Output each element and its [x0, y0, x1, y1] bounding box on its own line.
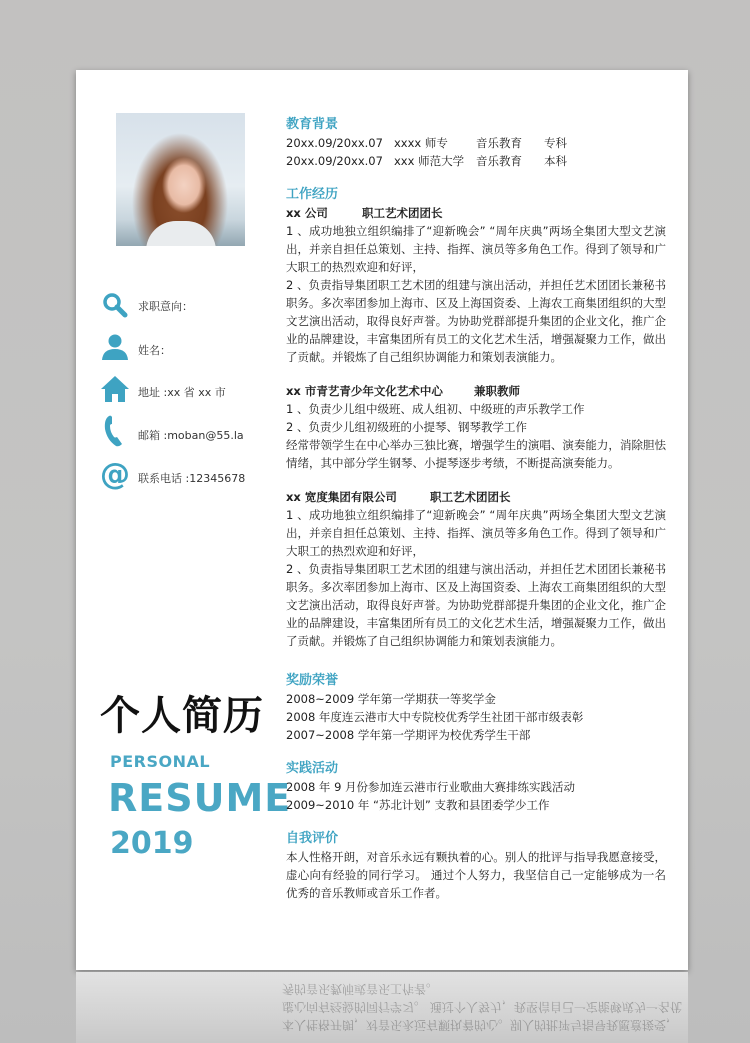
edu-degree: 专科 — [544, 136, 567, 150]
section-title: 奖励荣誉 — [286, 673, 339, 688]
job-paragraph: 2 、负责少儿组初级班的小提琴、钢琴教学工作 — [286, 420, 527, 434]
contact-label: 求职意向： — [138, 300, 193, 313]
section-title: 教育背景 — [286, 117, 339, 132]
section-title: 自我评价 — [286, 831, 339, 846]
job-entry — [286, 382, 666, 472]
practice-section — [286, 760, 666, 814]
job-position: 职工艺术团团长 — [362, 206, 443, 220]
main-content — [286, 116, 666, 902]
job-paragraph: 1 、负责少儿组中级班、成人组初、中级班的声乐教学工作 — [286, 402, 585, 416]
job-paragraph: 1 、成功地独立组织编排了“迎新晚会” “周年庆典”两场全集团大型文艺演出，并亲自担任总策划、主持、指挥、演员等多角色工作。得到了领导和广大职工的热烈欢迎和好评， — [286, 224, 666, 274]
practice-item: 2008 年 9 月份参加连云港市行业歌曲大赛排练实践活动 — [286, 780, 576, 794]
edu-period: 20xx.09/20xx.07 — [286, 154, 383, 168]
education-row — [286, 152, 666, 170]
job-position: 兼职教师 — [474, 384, 520, 398]
contact-label: 地址 :xx 省 xx 市 — [138, 386, 226, 399]
job-company: xx 公司 — [286, 206, 328, 220]
job-position: 职工艺术团团长 — [430, 490, 511, 504]
awards-section — [286, 672, 666, 744]
job-paragraph: 2 、负责指导集团职工艺术团的组建与演出活动，并担任艺术团团长兼秘书职务。多次率团参加上海市、区及上海国资委、上海农工商集团组织的大型文艺演出活动，取得良好声誉。为协助党群部提升集团的企业文化，推广企业的品牌建设，丰富集团所有员工的文化艺术生活，增强凝聚力工作，做出了贡献。并锻炼了自己组织协调能力和策划表演能力。 — [286, 562, 666, 648]
section-title: 实践活动 — [286, 761, 339, 776]
job-header — [286, 204, 666, 222]
at-icon: @ — [100, 457, 130, 492]
profile-photo — [116, 113, 245, 246]
work-section — [286, 186, 666, 650]
page-reflection — [76, 972, 688, 1043]
award-item: 2008~2009 学年第一学期获一等奖学金 — [286, 692, 496, 706]
edu-major: 音乐教育 — [476, 154, 522, 168]
job-entry — [286, 488, 666, 650]
year-label: 2019 — [110, 826, 194, 861]
resume-page — [76, 70, 688, 970]
contact-label: 联系电话 :12345678 — [138, 472, 246, 485]
person-icon — [100, 332, 130, 362]
award-item: 2008 年度连云港市大中专院校优秀学生社团干部市级表彰 — [286, 710, 584, 724]
search-icon — [100, 290, 130, 320]
education-section — [286, 116, 666, 170]
practice-item: 2009~2010 年 “苏北计划” 支教和县团委学少工作 — [286, 798, 550, 812]
self-eval-text: 本人性格开朗，对音乐永远有颗执着的心。别人的批评与指导我愿意接受，虚心向有经验的同行学习。 通过个人努力，我坚信自己一定能够成为一名优秀的音乐教师或音乐工作者。 — [286, 850, 666, 900]
resume-label: RESUME — [108, 776, 292, 820]
education-row — [286, 134, 666, 152]
contact-label: 姓名： — [138, 344, 171, 357]
contact-label: 邮箱 :moban@55.la — [138, 429, 244, 442]
phone-icon — [100, 416, 130, 446]
edu-period: 20xx.09/20xx.07 — [286, 136, 383, 150]
job-paragraph: 经常带领学生在中心举办三独比赛，增强学生的演唱、演奏能力，消除胆怯情绪，其中部分学生钢琴、小提琴逐步考绩，不断提高演奏能力。 — [286, 438, 666, 470]
photo-coat — [146, 221, 216, 246]
job-paragraph: 2 、负责指导集团职工艺术团的组建与演出活动，并担任艺术团团长兼秘书职务。多次率团参加上海市、区及上海国资委、上海农工商集团组织的大型文艺演出活动，取得良好声誉。为协助党群部提升集团的企业文化，推广企业的品牌建设，丰富集团所有员工的文化艺术生活，增强凝聚力工作，做出了贡献。并锻炼了自己组织协调能力和策划表演能力。 — [286, 278, 666, 364]
job-company: xx 宽度集团有限公司 — [286, 490, 397, 504]
self-eval-section — [286, 830, 666, 902]
job-header — [286, 382, 666, 400]
job-paragraph: 1 、成功地独立组织编排了“迎新晚会” “周年庆典”两场全集团大型文艺演出，并亲自担任总策划、主持、指挥、演员等多角色工作。得到了领导和广大职工的热烈欢迎和好评， — [286, 508, 666, 558]
job-company: xx 市青艺青少年文化艺术中心 — [286, 384, 443, 398]
personal-label: PERSONAL — [110, 752, 211, 771]
award-item: 2007~2008 学年第一学期评为校优秀学生干部 — [286, 728, 531, 742]
edu-school: xxxx 师专 — [394, 136, 448, 150]
edu-degree: 本科 — [544, 154, 567, 168]
reflected-text: 本人性格开朗，对音乐永远有颗执着的心。别人的批评与指导我愿意接受，虚心向有经验的同行学习。 通过个人努力，我坚信自己一定能够成为一名优秀的音乐教师或音乐工作者。 — [282, 982, 682, 1032]
job-entry — [286, 204, 666, 366]
edu-school: xxx 师范大学 — [394, 154, 465, 168]
resume-title-cn: 个人简历 — [100, 693, 264, 739]
edu-major: 音乐教育 — [476, 136, 522, 150]
section-title: 工作经历 — [286, 187, 339, 202]
job-header — [286, 488, 666, 506]
home-icon — [100, 374, 130, 404]
